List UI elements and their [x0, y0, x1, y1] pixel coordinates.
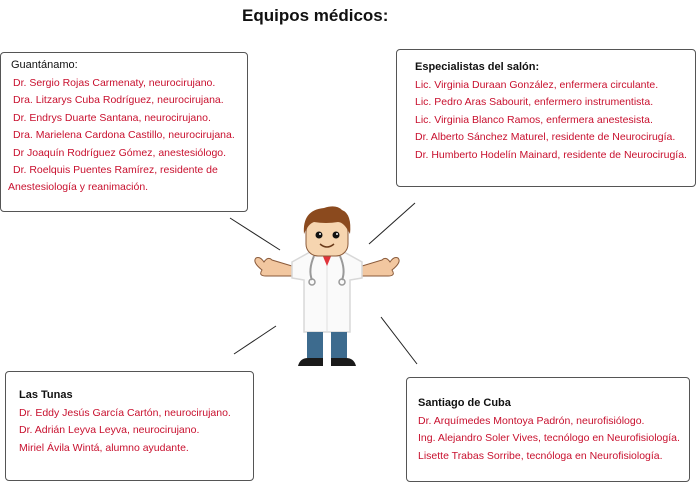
team-member: Dr Joaquín Rodríguez Gómez, anestesiólogo.: [13, 146, 227, 159]
team-member: Dr. Endrys Duarte Santana, neurocirujano.: [13, 111, 211, 124]
team-member: Dr. Alberto Sánchez Maturel, residente de Neurocirugía.: [415, 131, 676, 144]
doctor-illustration-icon: [252, 200, 402, 370]
team-member: Lic. Virginia Duraan González, enfermera circulante.: [415, 79, 659, 91]
team-member: Dr. Arquímedes Montoya Padrón, neurofisiólogo.: [418, 415, 645, 427]
team-member: Dr. Eddy Jesús García Cartón, neurocirujano.: [19, 407, 231, 419]
team-member: Lic. Pedro Aras Sabourit, enfermero instrumentista.: [415, 96, 654, 109]
team-header: Especialistas del salón:: [415, 61, 540, 73]
team-member: Dr. Adrián Leyva Leyva, neurocirujano.: [19, 424, 200, 437]
team-header: Las Tunas: [19, 389, 73, 401]
team-member: Miriel Ávila Wintá, alumno ayudante.: [19, 441, 189, 454]
team-member: Lic. Virginia Blanco Ramos, enfermera anestesista.: [415, 113, 653, 126]
team-member: Dr. Humberto Hodelín Mainard, residente de Neurocirugía.: [415, 148, 687, 161]
team-member: Lisette Trabas Sorribe, tecnóloga en Neurofisiología.: [418, 449, 663, 462]
team-header: Guantánamo:: [11, 59, 78, 71]
team-member: Dr. Sergio Rojas Carmenaty, neurocirujano.: [13, 77, 216, 89]
team-member: Ing. Alejandro Soler Vives, tecnólogo en Neurofisiología.: [418, 432, 680, 445]
team-member: Dra. Litzarys Cuba Rodríguez, neurocirujana.: [13, 94, 224, 107]
team-member-continued: Anestesiología y reanimación.: [8, 181, 149, 194]
page-title: Equipos médicos:: [242, 6, 389, 25]
team-header: Santiago de Cuba: [418, 397, 511, 409]
team-member: Dr. Roelquis Puentes Ramírez, residente de: [13, 164, 218, 177]
team-member: Dra. Marielena Cardona Castillo, neurocirujana.: [13, 129, 235, 142]
